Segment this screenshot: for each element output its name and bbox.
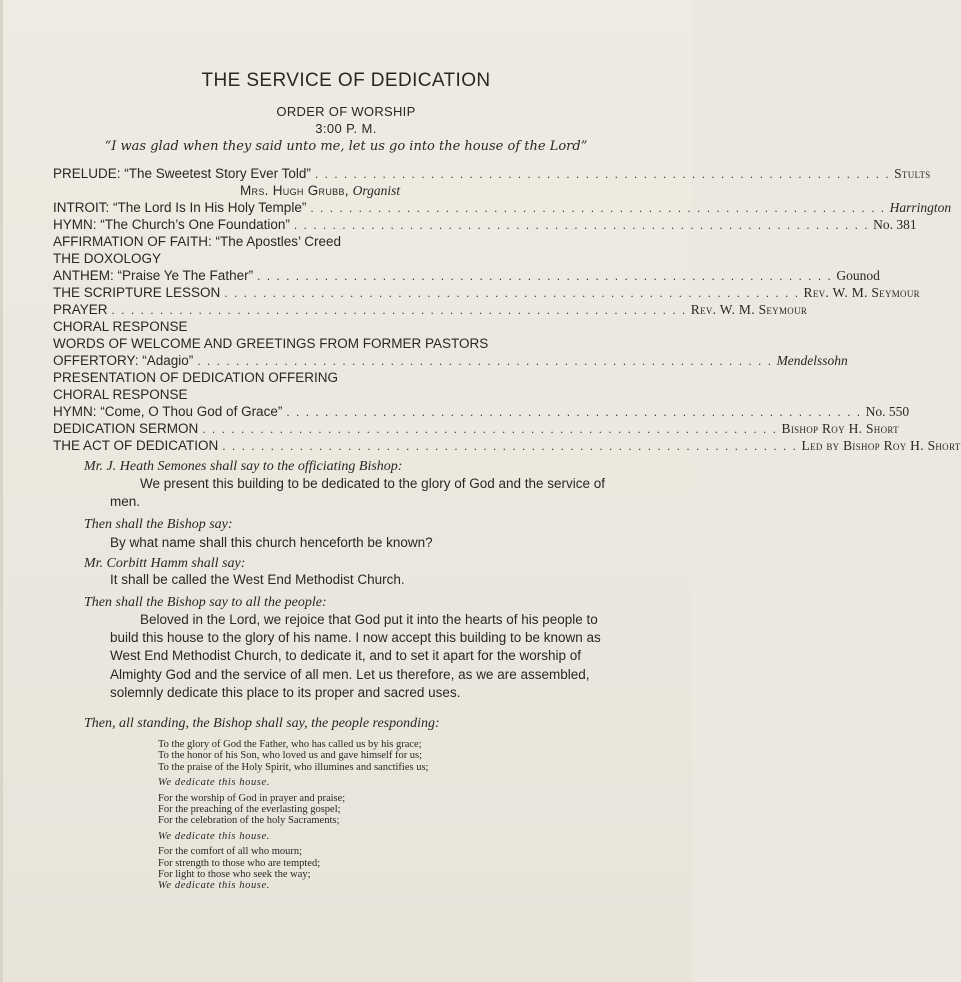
service-time: 3:00 P. M. bbox=[315, 121, 377, 136]
litany-response: We dedicate this house. bbox=[158, 830, 270, 842]
order-item-presentation: PRESENTATION OF DEDICATION OFFERING bbox=[53, 370, 339, 385]
litany-line: To the praise of the Holy Spirit, who illumines and sanctifies us; bbox=[158, 761, 429, 773]
order-item-prayer: PRAYER . . . . . . . . . . . . . . . . . . . . . . . . . . . . . . . . . . . . . . . . . . . . . . . . . . . . . . . . . . . . Rev. W. M. Seymour bbox=[53, 302, 808, 317]
order-item-anthem: ANTHEM: “Praise Ye The Father” . . . . . . . . . . . . . . . . . . . . . . . . . . . . . . . . . . . . . . . . . . . . . . . . . . . . . . . . . . . . Gounod bbox=[53, 268, 880, 283]
litany-line: To the honor of his Son, who loved us and gave himself for us; bbox=[158, 750, 423, 762]
litany-line: For light to those who seek the way; bbox=[158, 869, 311, 881]
litany-line: For the celebration of the holy Sacraments; bbox=[158, 815, 340, 827]
cue-all-standing: Then, all standing, the Bishop shall say, the people responding: bbox=[84, 716, 440, 731]
cue-bishop-to-people: Then shall the Bishop say to all the people: bbox=[84, 595, 327, 610]
text-present-building: We present this building to be dedicated to the glory of God and the service of men. bbox=[110, 476, 606, 510]
order-item-choral-response-1: CHORAL RESPONSE bbox=[53, 319, 188, 334]
text-what-name: By what name shall this church henceforth be known? bbox=[110, 535, 433, 550]
order-item-prelude: PRELUDE: “The Sweetest Story Ever Told” . . . . . . . . . . . . . . . . . . . . . . . . . . . . . . . . . . . . . . . . . . . . . . . . . . . . . . . . . . . . Stults bbox=[53, 166, 931, 181]
opening-quote: “I was glad when they said unto me, let us go into the house of the Lord” bbox=[104, 139, 588, 154]
litany-response: We dedicate this house. bbox=[158, 880, 270, 892]
litany-line: For the comfort of all who mourn; bbox=[158, 846, 303, 858]
cue-bishop-say: Then shall the Bishop say: bbox=[84, 517, 233, 532]
order-of-worship-heading: ORDER OF WORSHIP bbox=[276, 104, 416, 119]
order-item-introit: INTROIT: “The Lord Is In His Holy Temple” . . . . . . . . . . . . . . . . . . . . . . . . . . . . . . . . . . . . . . . . . . . . . . . . . . . . . . . . . . . . Harrington bbox=[53, 200, 952, 215]
order-item-scripture: THE SCRIPTURE LESSON . . . . . . . . . . . . . . . . . . . . . . . . . . . . . . . . . . . . . . . . . . . . . . . . . . . . . . . . . . . . Rev. W. M. Seymour bbox=[53, 285, 920, 300]
cue-hamm: Mr. Corbitt Hamm shall say: bbox=[84, 556, 246, 571]
page-title: THE SERVICE OF DEDICATION bbox=[201, 70, 491, 91]
litany-response: We dedicate this house. bbox=[158, 777, 270, 789]
order-item-hymn-381: HYMN: “The Church’s One Foundation” . . . . . . . . . . . . . . . . . . . . . . . . . . . . . . . . . . . . . . . . . . . . . . . . . . . . . . . . . . . . No. 381 bbox=[53, 217, 917, 232]
text-beloved: Beloved in the Lord, we rejoice that God put it into the hearts of his people to build this house to the glory of his name. I now accept this building to be known as West End Methodist Church, to dedicate it, and to set it apart for the worship of Almighty God and the service of all men. Let us therefore, as we are assembled, solemnly dedicate this place to its proper and sacred uses. bbox=[110, 612, 601, 700]
order-item-hymn-550: HYMN: “Come, O Thou God of Grace” . . . . . . . . . . . . . . . . . . . . . . . . . . . . . . . . . . . . . . . . . . . . . . . . . . . . . . . . . . . . No. 550 bbox=[53, 404, 910, 419]
litany-line: For the preaching of the everlasting gospel; bbox=[158, 804, 341, 816]
order-item-affirmation: AFFIRMATION OF FAITH: “The Apostles’ Creed bbox=[53, 234, 342, 249]
order-item-choral-response-2: CHORAL RESPONSE bbox=[53, 387, 188, 402]
litany bbox=[158, 739, 538, 892]
litany-line: For the worship of God in prayer and praise; bbox=[158, 792, 346, 804]
text-west-end: It shall be called the West End Methodist Church. bbox=[110, 572, 405, 587]
order-item-act-of-dedication: THE ACT OF DEDICATION . . . . . . . . . . . . . . . . . . . . . . . . . . . . . . . . . . . . . . . . . . . . . . . . . . . . . . . . . . . . Led by Bishop Roy H. Short bbox=[53, 438, 961, 453]
order-item-doxology: THE DOXOLOGY bbox=[53, 251, 162, 266]
litany-line: For strength to those who are tempted; bbox=[158, 857, 321, 869]
cue-semones: Mr. J. Heath Semones shall say to the officiating Bishop: bbox=[84, 459, 403, 474]
order-item-welcome: WORDS OF WELCOME AND GREETINGS FROM FORMER PASTORS bbox=[53, 336, 489, 351]
order-item-sermon: DEDICATION SERMON . . . . . . . . . . . . . . . . . . . . . . . . . . . . . . . . . . . . . . . . . . . . . . . . . . . . . . . . . . . . Bishop Roy H. Short bbox=[53, 421, 899, 436]
organist-line: Mrs. Hugh Grubb, Organist bbox=[240, 183, 401, 198]
order-item-offertory: OFFERTORY: “Adagio” . . . . . . . . . . . . . . . . . . . . . . . . . . . . . . . . . . . . . . . . . . . . . . . . . . . . . . . . . . . . Mendelssohn bbox=[53, 353, 848, 368]
litany-line: To the glory of God the Father, who has called us by his grace; bbox=[158, 739, 422, 750]
